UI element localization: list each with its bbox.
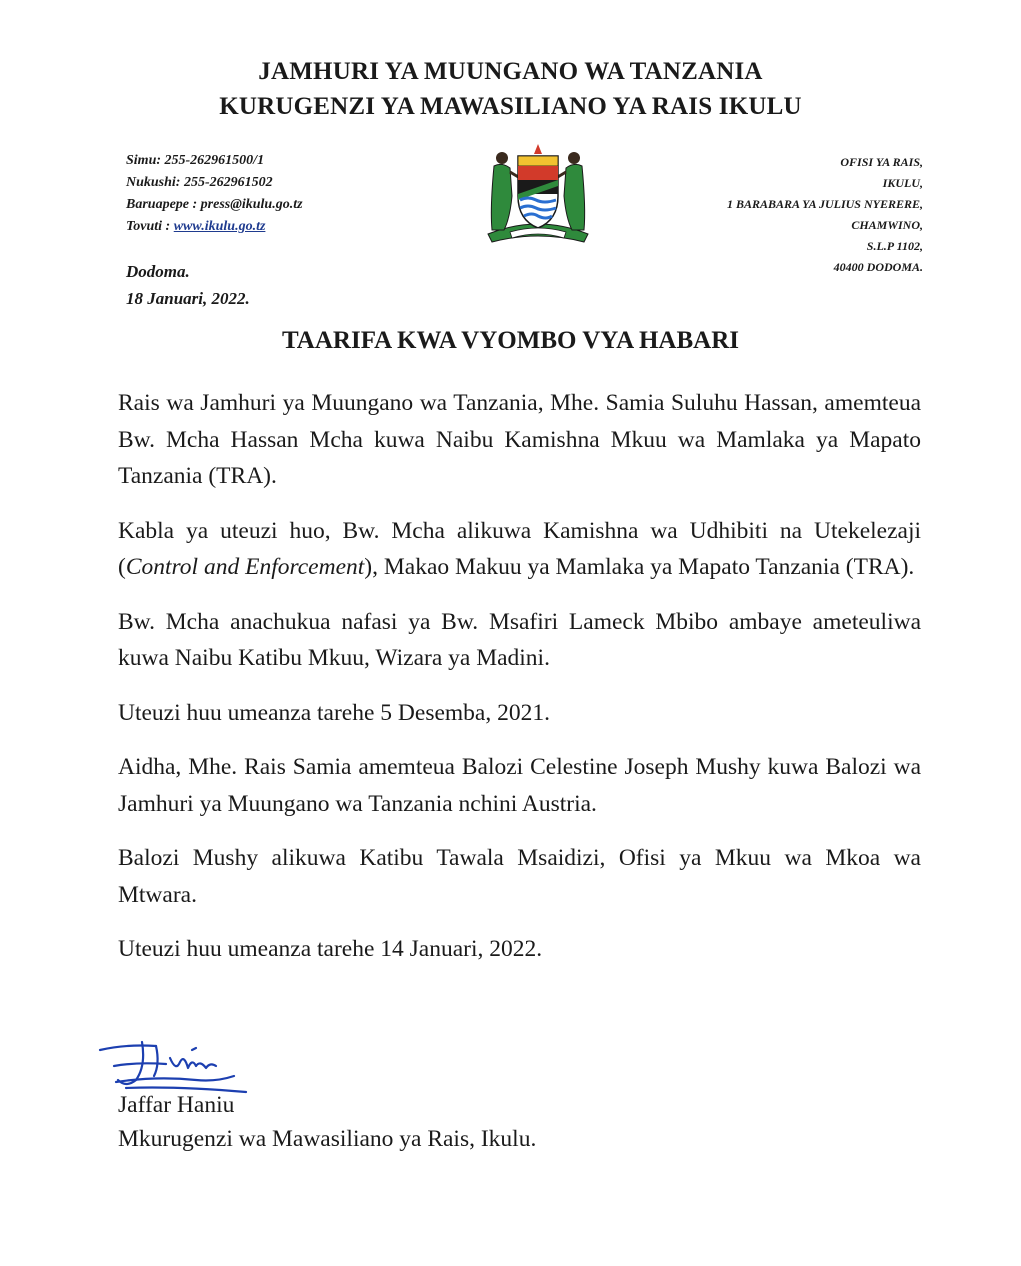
address-line: IKULU,: [882, 176, 923, 190]
place: Dodoma.: [126, 262, 190, 281]
paragraph: Bw. Mcha anachukua nafasi ya Bw. Msafiri Lameck Mbibo ambaye ameteuliwa kuwa Naibu Katibu Mkuu, Wizara ya Madini.: [118, 608, 921, 671]
address-line: 40400 DODOMA.: [833, 260, 923, 274]
contact-email: Baruapepe : press@ikulu.go.tz: [126, 197, 303, 212]
address-line: 1 BARABARA YA JULIUS NYERERE,: [727, 197, 923, 211]
website-link[interactable]: www.ikulu.go.tz: [173, 219, 266, 234]
contact-website-label: Tovuti :: [126, 219, 174, 234]
release-body: [118, 385, 921, 986]
document-title: TAARIFA KWA VYOMBO VYA HABARI: [281, 327, 740, 354]
contact-block: [126, 150, 303, 238]
contact-website-row: [126, 216, 303, 238]
address-line: OFISI YA RAIS,: [840, 155, 923, 169]
paragraph: Uteuzi huu umeanza tarehe 14 Januari, 2022.: [118, 936, 543, 962]
paragraph-italic-term: Control and Enforcement: [125, 554, 365, 580]
paragraph: Aidha, Mhe. Rais Samia amemteua Balozi Celestine Joseph Mushy kuwa Balozi wa Jamhuri ya Muungano wa Tanzania nchini Austria.: [118, 754, 921, 817]
contact-phone: Simu: 255-262961500/1: [126, 153, 265, 168]
paragraph: Balozi Mushy alikuwa Katibu Tawala Msaidizi, Ofisi ya Mkuu wa Mkoa wa Mtwara.: [118, 845, 921, 908]
signer-name: Jaffar Haniu: [118, 1092, 235, 1118]
paragraph-text: Kabla ya uteuzi huo, Bw. Mcha alikuwa Kamishna wa Udhibiti na Utekelezaji (: [118, 517, 921, 580]
signer-block: [118, 1088, 536, 1156]
header-line-2: KURUGENZI YA MAWASILIANO YA RAIS IKULU: [219, 93, 802, 120]
signer-position: Mkurugenzi wa Mawasiliano ya Rais, Ikulu.: [118, 1126, 537, 1152]
paragraph: Rais wa Jamhuri ya Muungano wa Tanzania, Mhe. Samia Suluhu Hassan, amemteua Bw. Mcha Hassan Mcha kuwa Naibu Kamishna Mkuu wa Mamlaka ya Mapato Tanzania (TRA).: [118, 390, 921, 489]
date: 18 Januari, 2022.: [126, 289, 250, 308]
contact-fax: Nukushi: 255-262961502: [126, 175, 273, 190]
office-address: [727, 152, 923, 278]
coat-of-arms-icon: [480, 138, 596, 244]
address-line: CHAMWINO,: [851, 218, 923, 232]
header-line-1: JAMHURI YA MUUNGANO WA TANZANIA: [258, 58, 763, 85]
address-line: S.L.P 1102,: [866, 239, 923, 253]
paragraph: Uteuzi huu umeanza tarehe 5 Desemba, 2021.: [118, 699, 550, 726]
paragraph: [118, 513, 921, 586]
paragraph-text: ), Makao Makuu ya Mamlaka ya Mapato Tanzania (TRA).: [364, 554, 915, 580]
place-date-block: [126, 258, 250, 312]
